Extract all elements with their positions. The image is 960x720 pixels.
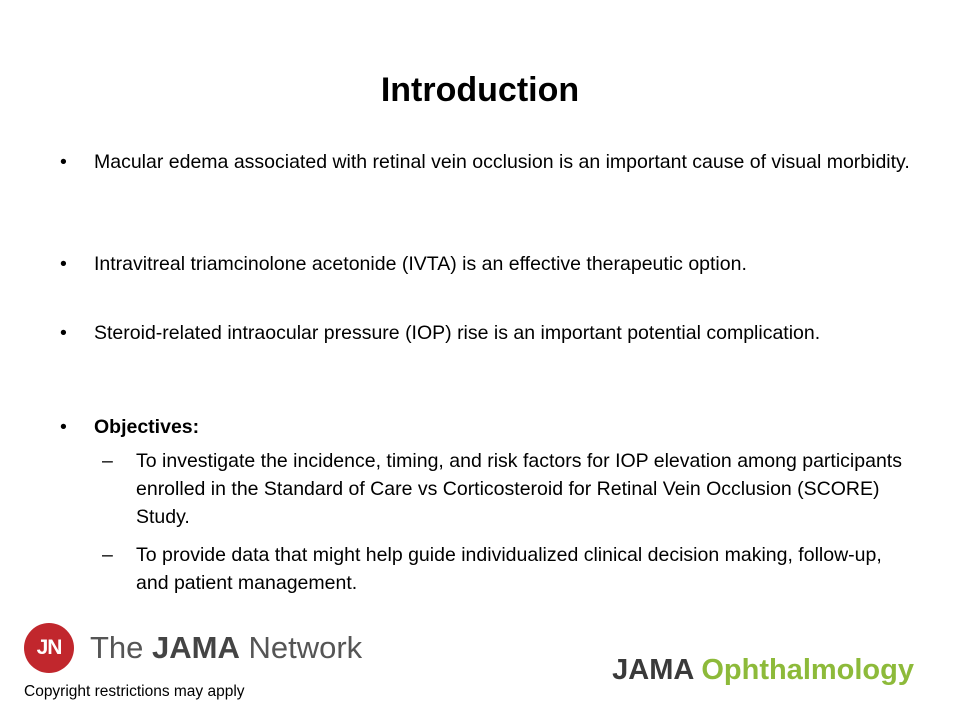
journal-name-part2: Ophthalmology <box>701 654 914 686</box>
sub-bullet-marker: – <box>102 544 113 566</box>
network-name-bold: JAMA <box>152 630 240 665</box>
bullet-marker: • <box>60 416 67 438</box>
bullet-marker: • <box>60 322 67 344</box>
jn-logo-icon: JN <box>24 623 74 673</box>
network-name <box>90 629 362 667</box>
bullet-marker: • <box>60 151 67 173</box>
bullet-marker: • <box>60 253 67 275</box>
bullet-text: Steroid-related intraocular pressure (IOP) rise is an important potential complication. <box>94 322 821 344</box>
bullet-text: Macular edema associated with retinal vein occlusion is an important cause of visual morbidity. <box>94 151 910 173</box>
network-name-suffix: Network <box>239 630 363 665</box>
copyright-notice: Copyright restrictions may apply <box>24 683 245 700</box>
objectives-heading: Objectives: <box>94 416 200 438</box>
sub-bullet-text: To provide data that might help guide individualized clinical decision making, follow-up, and patient management. <box>136 544 882 594</box>
sub-bullet-marker: – <box>102 450 113 472</box>
jama-network-logo <box>24 623 363 673</box>
journal-logo <box>612 652 914 688</box>
slide-title: Introduction <box>380 71 580 109</box>
journal-name-part1: JAMA <box>612 654 702 686</box>
sub-bullet-text: To investigate the incidence, timing, and risk factors for IOP elevation among participants enrolled in the Standard of Care vs Corticosteroid for Retinal Vein Occlusion (SCORE) Study. <box>136 450 902 528</box>
network-name-prefix: The <box>90 630 153 665</box>
bullet-text: Intravitreal triamcinolone acetonide (IVTA) is an effective therapeutic option. <box>94 253 747 275</box>
